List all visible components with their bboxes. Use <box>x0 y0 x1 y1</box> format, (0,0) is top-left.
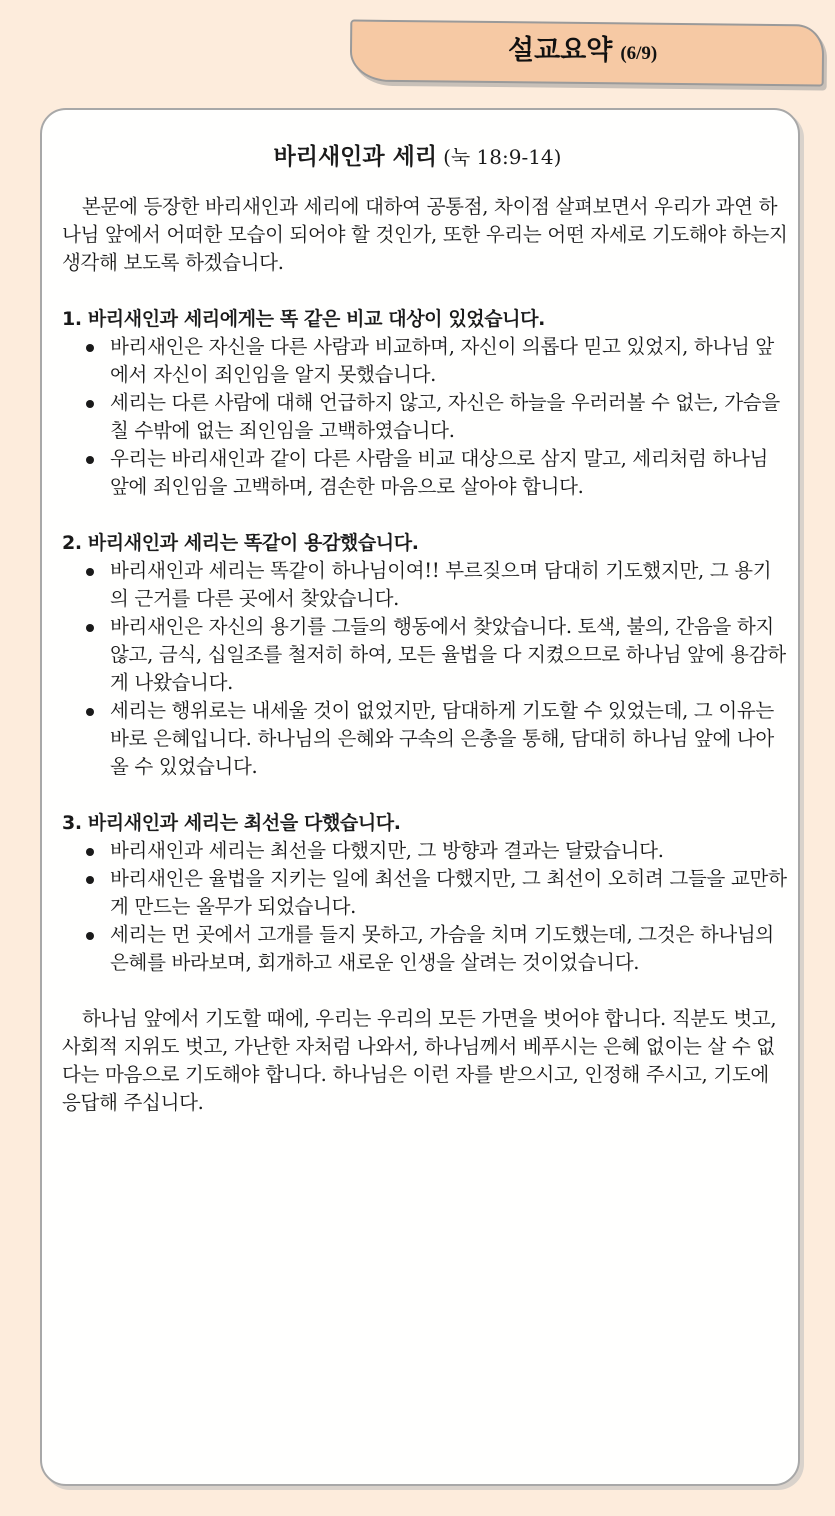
bullet-text: 바리새인은 자신의 용기를 그들의 행동에서 찾았습니다. 토색, 불의, 간음을 하지 않고, 금식, 십일조를 철저히 하여, 모든 율법을 다 지켰으므로 하나님 앞에 용감하게 나왔습니다. <box>110 615 786 694</box>
bullet-icon <box>86 848 94 856</box>
section-heading: 3. 바리새인과 세리는 최선을 다했습니다. <box>62 812 401 834</box>
page-count: (6/9) <box>620 43 658 64</box>
bullet-text: 세리는 다른 사람에 대해 언급하지 않고, 자신은 하늘을 우러러볼 수 없는, 가슴을 칠 수밖에 없는 죄인임을 고백하였습니다. <box>110 391 780 442</box>
section-2 <box>62 529 792 781</box>
bullet-icon <box>86 456 94 464</box>
bullet-list <box>62 837 792 977</box>
bullet-item <box>62 697 792 781</box>
sermon-title-text: 바리새인과 세리 <box>273 144 438 170</box>
section-heading: 1. 바리새인과 세리에게는 똑 같은 비교 대상이 있었습니다. <box>62 308 545 330</box>
closing-paragraph: 하나님 앞에서 기도할 때에, 우리는 우리의 모든 가면을 벗어야 합니다. 직분도 벗고, 사회적 지위도 벗고, 가난한 자처럼 나와서, 하나님께서 베푸시는 은혜 없이는 살 수 없다는 마음으로 기도해야 합니다. 하나님은 이런 자를 받으시고, 인정해 주시고, 기도에 응답해 주십니다. <box>62 1007 777 1114</box>
bullet-icon <box>86 624 94 632</box>
bullet-item <box>62 333 792 389</box>
sermon-title <box>0 138 835 171</box>
bullet-item <box>62 389 792 445</box>
header-title <box>508 28 657 67</box>
bullet-icon <box>86 708 94 716</box>
bullet-text: 바리새인은 자신을 다른 사람과 비교하며, 자신이 의롭다 믿고 있었지, 하나님 앞에서 자신이 죄인임을 알지 못했습니다. <box>110 335 774 386</box>
header-title-text: 설교요약 <box>508 35 613 66</box>
section-1 <box>62 305 792 501</box>
bullet-text: 바리새인과 세리는 최선을 다했지만, 그 방향과 결과는 달랐습니다. <box>110 839 664 862</box>
bullet-text: 우리는 바리새인과 같이 다른 사람을 비교 대상으로 삼지 말고, 세리처럼 하나님 앞에 죄인임을 고백하며, 겸손한 마음으로 살아야 합니다. <box>110 447 769 498</box>
bullet-item <box>62 445 792 501</box>
bullet-text: 바리새인은 율법을 지키는 일에 최선을 다했지만, 그 최선이 오히려 그들을 교만하게 만드는 올무가 되었습니다. <box>110 867 787 918</box>
bullet-text: 세리는 행위로는 내세울 것이 없었지만, 담대하게 기도할 수 있었는데, 그 이유는 바로 은혜입니다. 하나님의 은혜와 구속의 은총을 통해, 담대히 하나님 앞에 나아올 수 있었습니다. <box>110 699 774 778</box>
bullet-item <box>62 921 792 977</box>
bullet-text: 세리는 먼 곳에서 고개를 들지 못하고, 가슴을 치며 기도했는데, 그것은 하나님의 은혜를 바라보며, 회개하고 새로운 인생을 살려는 것이었습니다. <box>110 923 774 974</box>
bullet-list <box>62 333 792 501</box>
scripture-reference: (눅 18:9-14) <box>443 145 562 169</box>
sermon-body <box>62 193 792 1117</box>
bullet-item <box>62 837 792 865</box>
bullet-icon <box>86 876 94 884</box>
bullet-list <box>62 557 792 781</box>
bullet-icon <box>86 568 94 576</box>
section-3 <box>62 809 792 977</box>
bullet-item <box>62 557 792 613</box>
bullet-item <box>62 865 792 921</box>
bullet-icon <box>86 344 94 352</box>
section-heading: 2. 바리새인과 세리는 똑같이 용감했습니다. <box>62 532 419 554</box>
bullet-icon <box>86 932 94 940</box>
bullet-icon <box>86 400 94 408</box>
bullet-text: 바리새인과 세리는 똑같이 하나님이여!! 부르짖으며 담대히 기도했지만, 그 용기의 근거를 다른 곳에서 찾았습니다. <box>110 559 772 610</box>
bullet-item <box>62 613 792 697</box>
intro-paragraph: 본문에 등장한 바리새인과 세리에 대하여 공통점, 차이점 살펴보면서 우리가 과연 하나님 앞에서 어떠한 모습이 되어야 할 것인가, 또한 우리는 어떤 자세로 기도해야 하는지 생각해 보도록 하겠습니다. <box>62 195 788 274</box>
